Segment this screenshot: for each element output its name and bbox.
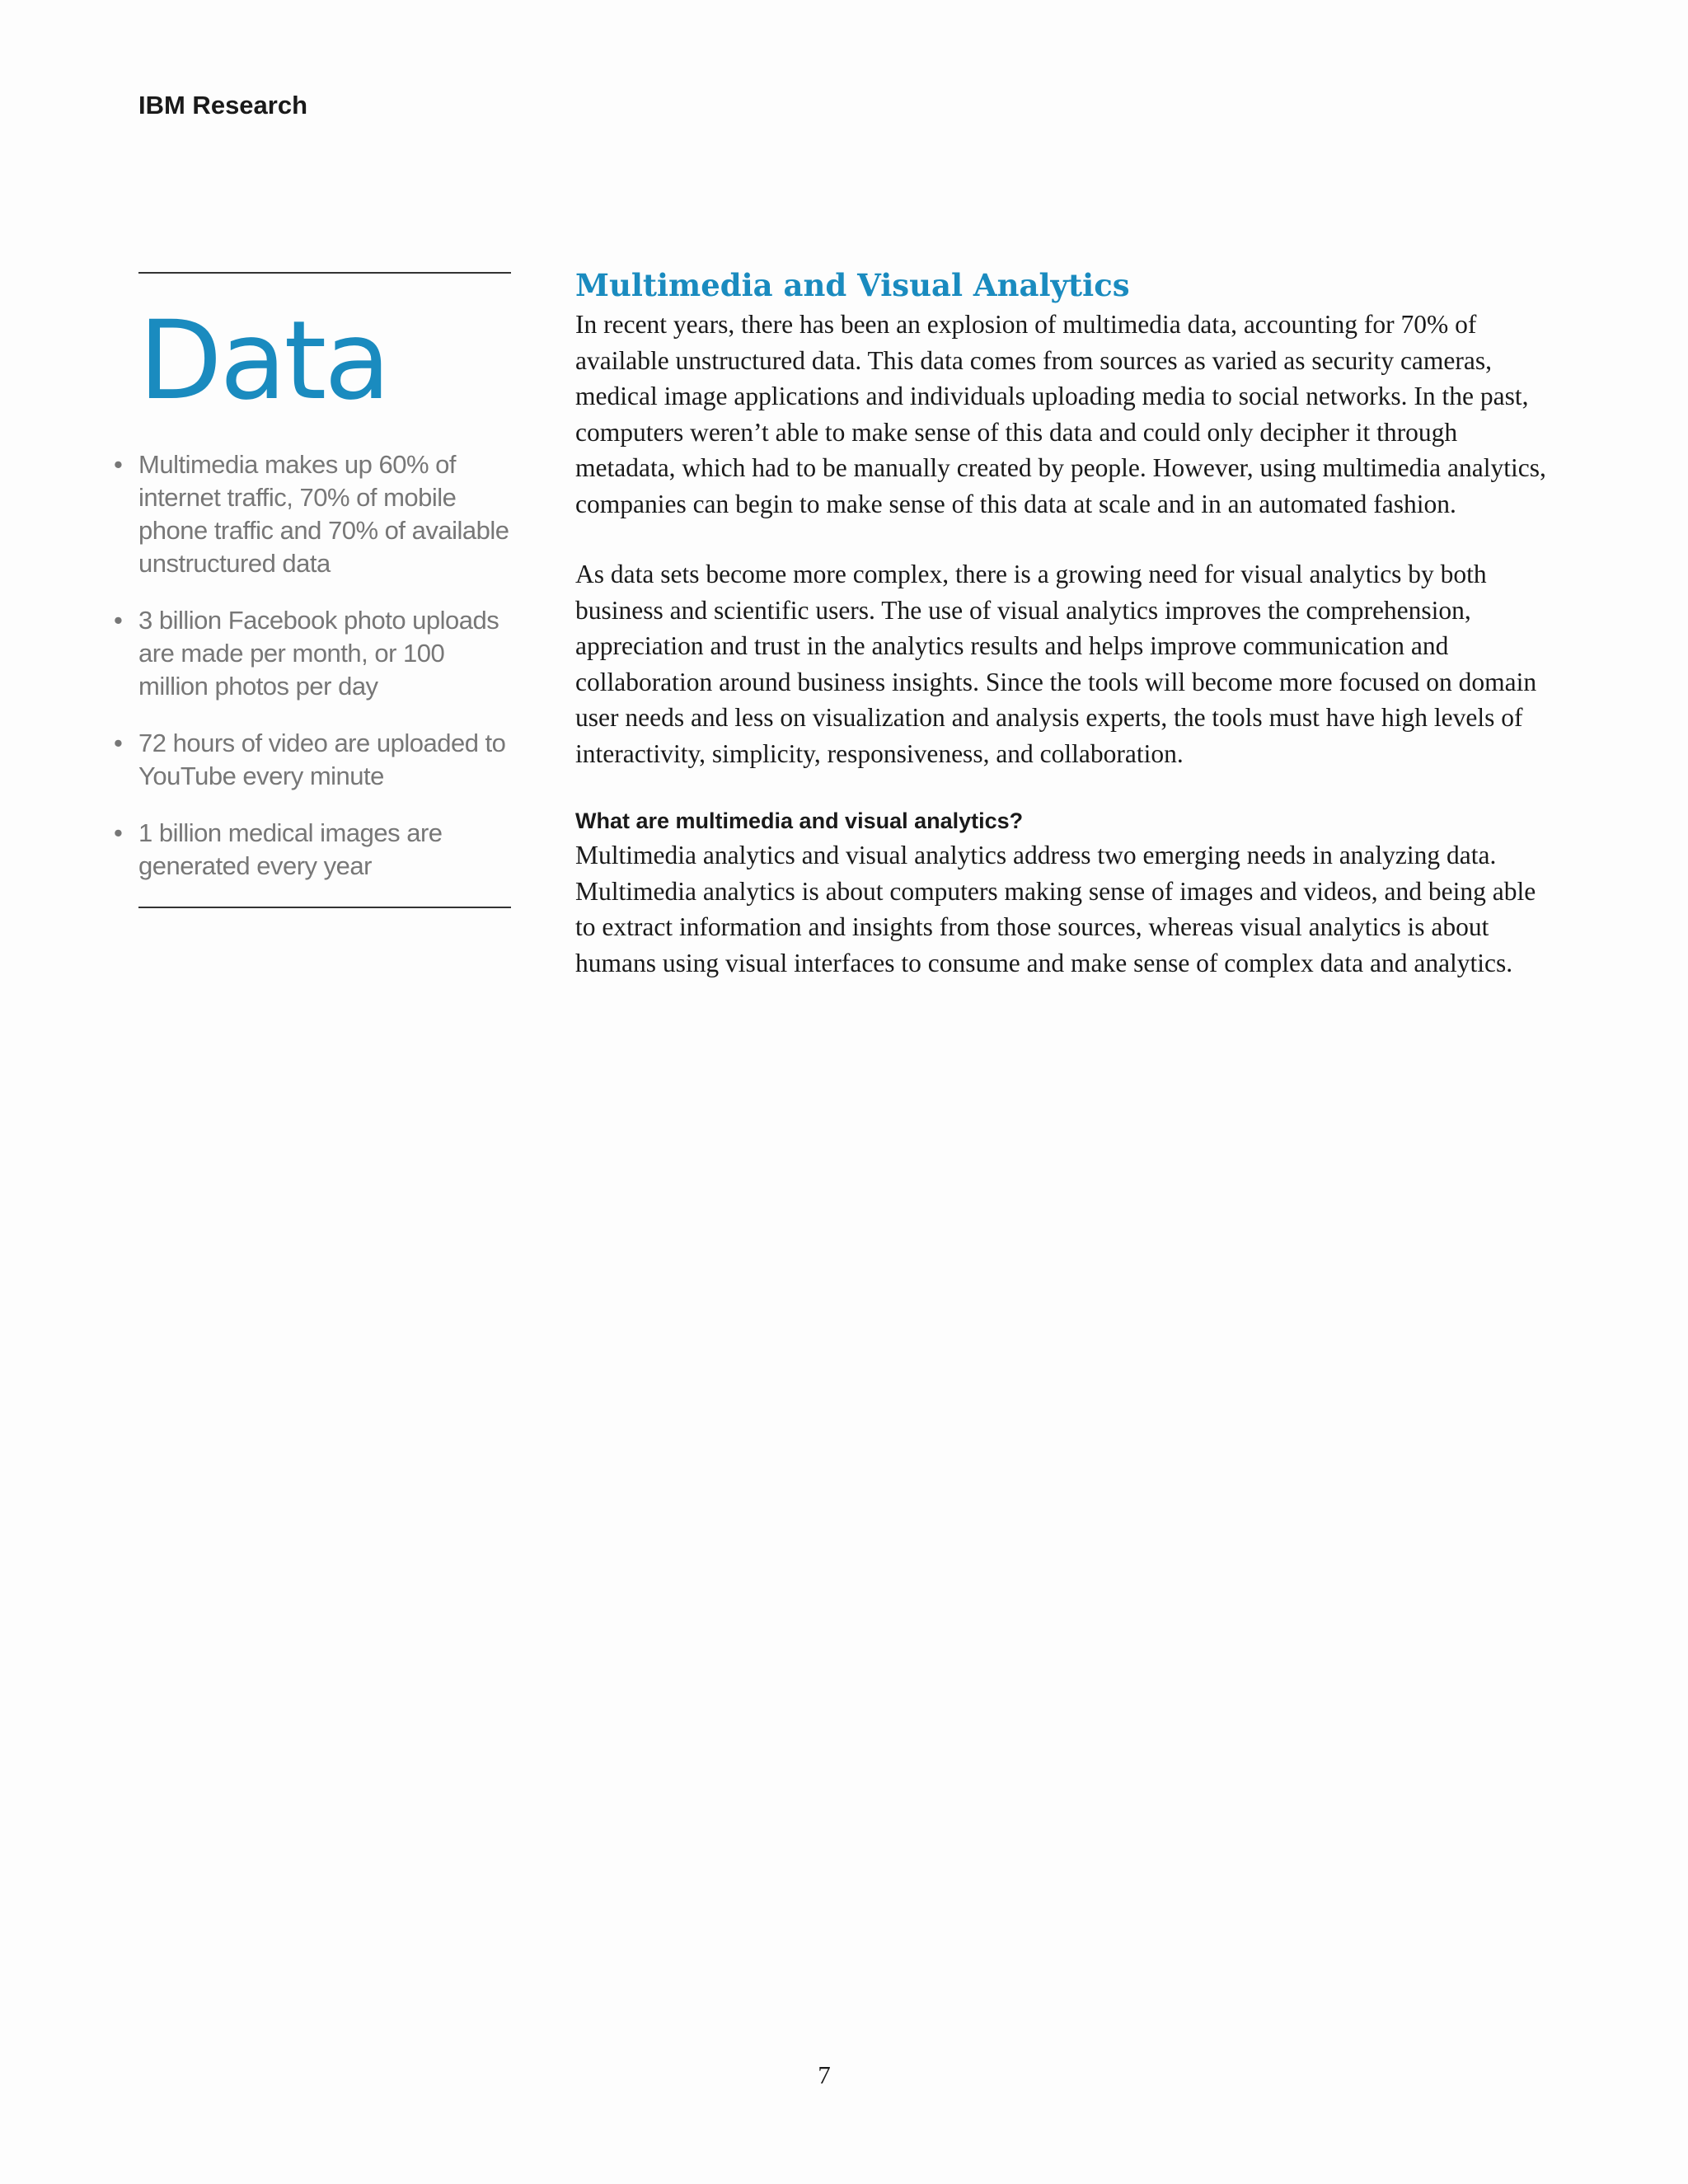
section-title: Multimedia and Visual Analytics [575, 267, 1130, 303]
fact-text: 1 billion medical images are generated every year [138, 818, 443, 880]
fact-text: 3 billion Facebook photo uploads are made per month, or 100 million photos per day [138, 606, 499, 701]
body-paragraph: As data sets become more complex, there is a growing need for visual analytics by both business and scientific users. The use of visual analytics improves the comprehension, appreciation and trust in the analytics results and helps improve communication and collaboration around business insights. Since the tools will become more focused on domain user needs and less on visualization and analysis experts, the tools must have high levels of interactivity, simplicity, responsiveness, and collaboration. [575, 560, 1537, 768]
fact-text: 72 hours of video are uploaded to YouTube every minute [138, 729, 506, 790]
sidebar-top-divider [138, 272, 511, 274]
facts-list [114, 448, 511, 883]
sidebar-bottom-divider [138, 907, 511, 908]
subheading: What are multimedia and visual analytics? [575, 808, 1024, 833]
bullet-icon: • [114, 606, 123, 635]
brand-header: IBM Research [138, 91, 308, 120]
bullet-icon: • [114, 729, 123, 757]
body-paragraph: In recent years, there has been an explosion of multimedia data, accounting for 70% of available unstructured data. This data comes from sources as varied as security cameras, medical image applications and individuals uploading media to social networks. In the past, computers weren’t able to make sense of this data and could only decipher it through metadata, which had to be manually created by people. However, using multimedia analytics, companies can begin to make sense of this data at scale and in an automated fashion. [575, 310, 1546, 518]
fact-item [114, 817, 511, 883]
fact-item [114, 604, 511, 703]
fact-item [114, 448, 511, 580]
sidebar-facts-panel [114, 272, 511, 908]
main-article [575, 264, 1550, 981]
fact-text: Multimedia makes up 60% of internet traffic, 70% of mobile phone traffic and 70% of available unstructured data [138, 450, 509, 578]
page-number: 7 [818, 2060, 831, 2089]
sidebar-title: Data [138, 298, 389, 424]
bullet-icon: • [114, 818, 123, 847]
fact-item [114, 727, 511, 793]
bullet-icon: • [114, 450, 123, 479]
body-paragraph: Multimedia analytics and visual analytics address two emerging needs in analyzing data. Multimedia analytics is about computers making sense of images and videos, and being able to extract information and insights from those sources, whereas visual analytics is about humans using visual interfaces to consume and make sense of complex data and analytics. [575, 841, 1536, 977]
